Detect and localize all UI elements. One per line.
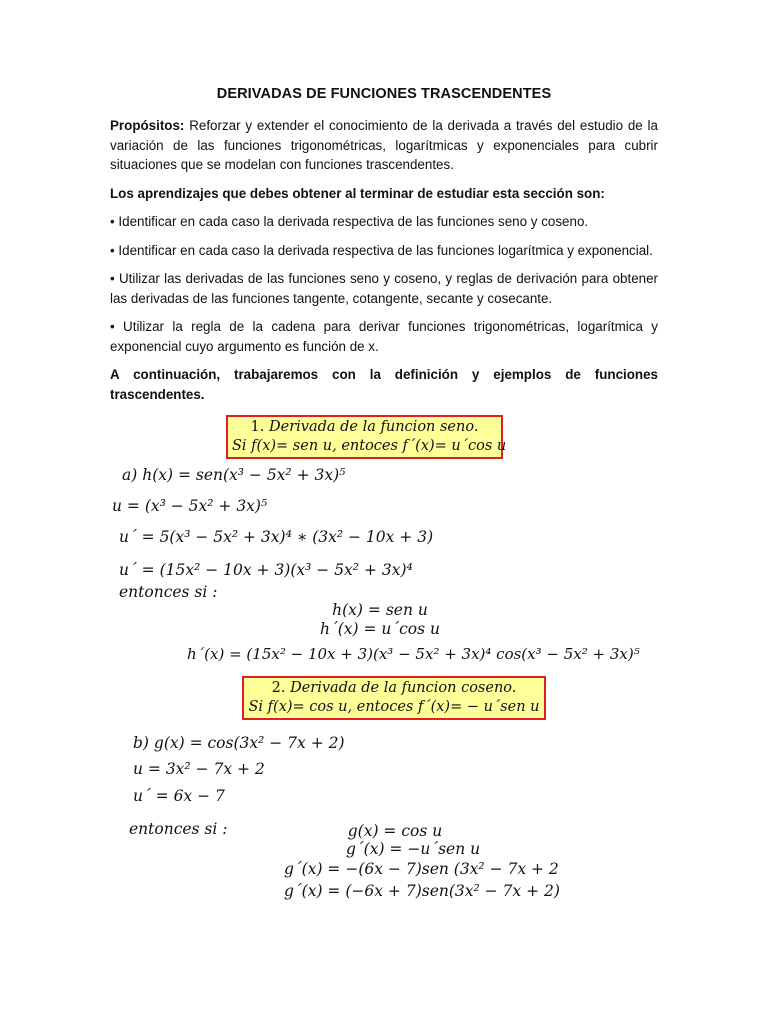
- learning-heading: Los aprendizajes que debes obtener al terminar de estudiar esta sección son:: [110, 185, 605, 201]
- example-b-then: entonces si :: [129, 820, 228, 838]
- rule-formula: Si f(x)= cos u, entoces f´(x)= − u´sen u: [248, 699, 540, 715]
- bullet-item: • Utilizar la regla de la cadena para derivar funciones trigonométricas, logarítmica y exponencial cuyo argumento es función de x.: [110, 319, 658, 354]
- example-b-result1: g(x) = cos u: [347, 822, 443, 840]
- example-b-result2: g´(x) = −u´sen u: [346, 840, 481, 858]
- example-a-line2: u = (x³ − 5x² + 3x)⁵: [112, 497, 268, 515]
- example-a-result2: h´(x) = u´cos u: [319, 620, 441, 638]
- rule-formula: Si f(x)= sen u, entoces f´(x)= u´cos u: [232, 438, 507, 454]
- bullet-item: • Identificar en cada caso la derivada respectiva de las funciones logarítmica y exponencial.: [110, 242, 653, 258]
- rule-box-sine: [226, 415, 507, 459]
- purpose-text: Reforzar y extender el conocimiento de la derivada a través del estudio de la variación de las funciones trigonométricas, logarítmicas y exponenciales para cubrir situaciones que se modelan con funciones trascendentes.: [110, 118, 658, 172]
- example-a-then: entonces si :: [119, 583, 218, 601]
- example-b-line1: b) g(x) = cos(3x² − 7x + 2): [133, 734, 345, 752]
- rule-number: 1.: [250, 419, 265, 435]
- example-a-result1: h(x) = sen u: [332, 601, 428, 619]
- document-body: [110, 86, 658, 413]
- bullet-item: • Utilizar las derivadas de las funciones seno y coseno, y reglas de derivación para obtener las derivadas de las funciones tangente, cotangente, secante y cosecante.: [110, 271, 658, 306]
- purpose-label: Propósitos:: [110, 118, 185, 133]
- example-a-line1: a) h(x) = sen(x³ − 5x² + 3x)⁵: [122, 466, 346, 484]
- rule-number: 2.: [271, 680, 286, 696]
- continuation-heading: A continuación, trabajaremos con la definición y ejemplos de funciones trascendentes.: [110, 367, 658, 402]
- example-b-line3: u´ = 6x − 7: [133, 787, 225, 805]
- example-b-result3: g´(x) = −(6x − 7)sen (3x² − 7x + 2: [284, 860, 559, 878]
- document-title: DERIVADAS DE FUNCIONES TRASCENDENTES: [216, 86, 552, 102]
- rule-title: Derivada de la funcion coseno.: [290, 680, 517, 696]
- rule-box-cosine: [242, 676, 546, 720]
- bullet-item: • Identificar en cada caso la derivada respectiva de las funciones seno y coseno.: [110, 214, 589, 229]
- purpose-paragraph: [110, 116, 658, 175]
- example-a-line3: u´ = 5(x³ − 5x² + 3x)⁴ ∗ (3x² − 10x + 3): [119, 528, 434, 546]
- example-b-result4: g´(x) = (−6x + 7)sen(3x² − 7x + 2): [284, 882, 560, 900]
- example-a-result3: h´(x) = (15x² − 10x + 3)(x³ − 5x² + 3x)⁴ cos(x³ − 5x² + 3x)⁵: [187, 645, 640, 663]
- example-a-line4: u´ = (15x² − 10x + 3)(x³ − 5x² + 3x)⁴: [119, 561, 413, 579]
- example-b-line2: u = 3x² − 7x + 2: [133, 760, 265, 778]
- rule-title: Derivada de la funcion seno.: [269, 419, 479, 435]
